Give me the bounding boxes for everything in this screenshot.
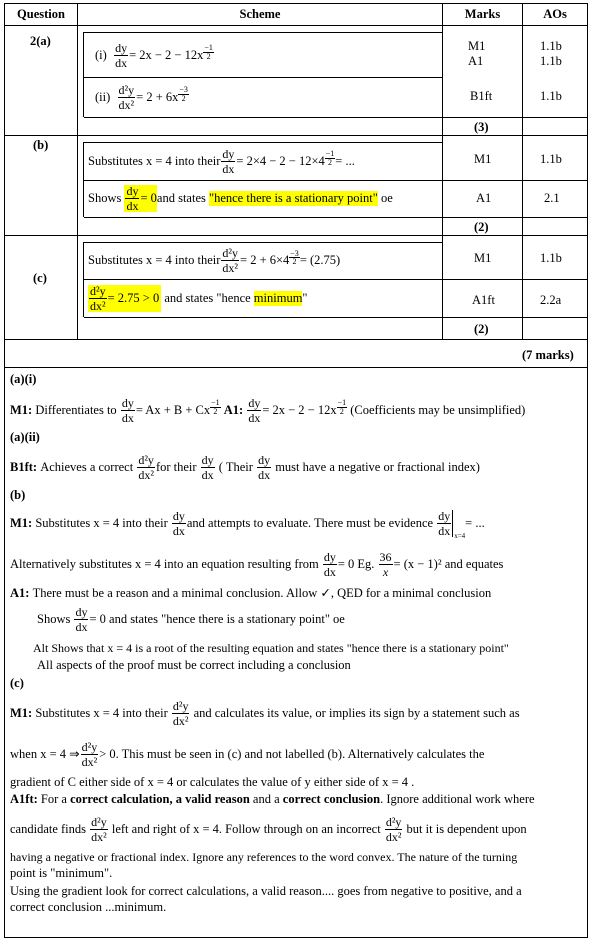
notes-m1-b: M1: Substitutes x = 4 into their $\frac{dy}{dx}$ and attempts to evaluate. There must be evidence $\frac{dy}{dx}$ x=4 = ...: [10, 508, 485, 540]
header-rule: [4, 25, 588, 26]
a-total: (3): [474, 120, 489, 134]
notes-alt-shows: Alt Shows that x = 4 is a root of the resulting equation and states "hence there is a stationary point": [33, 641, 509, 655]
c-r1-marks: M1: [474, 251, 492, 265]
part-c-label: (c): [33, 271, 47, 285]
a-ii-marks: B1ft: [470, 89, 493, 103]
notes-when: when x = 4 ⇒ $\frac{\text{d²y}}{\text{dx²}}$ > 0. This must be seen in (c) and not labelled (b). Alternatively calculates the: [10, 739, 485, 769]
part-b-label: (b): [33, 138, 49, 152]
header-question: Question: [17, 7, 65, 21]
b-total: (2): [474, 220, 489, 234]
notes-all-aspects: All aspects of the proof must be correct including a conclusion: [37, 658, 351, 672]
exp-neg-half: −1 2: [204, 43, 213, 61]
notes-a1ft: A1ft: For a correct calculation, a valid reason and a correct conclusion. Ignore additional work where: [10, 792, 535, 806]
notes-alt-b: Alternatively substitutes x = 4 into an equation resulting from $\frac{dy}{dx}$ = 0 Eg. $\frac{36}{x}$ = (x − 1)² and equates: [10, 549, 504, 579]
a-i-marks: M1 A1: [468, 39, 486, 68]
rule-total: [4, 367, 588, 368]
notes-candidate: candidate finds $\frac{\text{d²y}}{\text{dx²}}$ left and right of x = 4. Follow through on an incorrect $\frac{\text{d²y}}{\text{dx²}}$ but it is dependent upon: [10, 814, 527, 844]
col-sep-3: [522, 3, 523, 339]
notes-a1-b: A1: There must be a reason and a minimal conclusion. Allow ✓, QED for a minimal conclusion: [10, 586, 492, 600]
total-marks: (7 marks): [522, 348, 574, 362]
b-r1-marks: M1: [474, 152, 492, 166]
table-border-right: [587, 3, 588, 938]
rule-c-sub: [84, 317, 588, 318]
notes-gradient: gradient of C either side of x = 4 or calculates the value of y either side of x = 4 .: [10, 775, 415, 789]
b-r2-aos: 2.1: [544, 191, 560, 205]
a-ii-aos: 1.1b: [540, 89, 562, 103]
notes-a-i-head: (a)(i): [10, 372, 37, 386]
exp-neg-three-half: −3 2: [179, 85, 188, 103]
b-r1-scheme: Substitutes x = 4 into their $\frac{dy}{dx}$ = 2×4 − 2 − 12×4 $\frac{-1}{2}$ = ...: [88, 146, 355, 176]
rule-a-top: [84, 32, 442, 33]
notes-point: point is "minimum".: [10, 866, 113, 880]
notes-shows: Shows $\frac{dy}{dx}$ = 0 and states "hence there is a stationary point" oe: [37, 604, 345, 634]
rule-c-end: [4, 339, 588, 340]
b-r1-aos: 1.1b: [540, 152, 562, 166]
rule-b-end: [4, 235, 588, 236]
notes-correct: correct conclusion ...minimum.: [10, 900, 167, 914]
c-r2-marks: A1ft: [472, 293, 495, 307]
a-ii-rhs: = 2 + 6x: [136, 89, 179, 104]
minimum-highlight: minimum: [253, 291, 303, 305]
notes-b-head: (b): [10, 488, 26, 502]
c-r2-aos: 2.2a: [540, 293, 562, 307]
rule-c-mid: [84, 279, 588, 280]
notes-a-ii-head: (a)(ii): [10, 430, 40, 444]
rule-a-mid: [84, 77, 442, 78]
notes-b1ft: B1ft: Achieves a correct $\frac{\text{d²y}}{\text{dx²}}$ for their $\frac{dy}{dx}$ ( Their $\frac{dy}{dx}$ must have a negative or fractional index): [10, 452, 480, 482]
a-i-scheme: [95, 36, 214, 74]
header-marks: Marks: [464, 7, 501, 21]
notes-using: Using the gradient look for correct calculations, a valid reason.... goes from negative to positive, and a: [10, 884, 522, 898]
b-r2-marks: A1: [476, 191, 492, 205]
table-border-left: [4, 3, 5, 938]
c-r1-scheme: Substitutes x = 4 into their $\frac{\text{d²y}}{\text{dx²}}$ = 2 + 6×4 $\frac{-3}{2}$ = (2.75): [88, 246, 341, 275]
c-r2-scheme: $\frac{\text{d²y}}{\text{dx²}}$ = 2.75 > 0 and states "hence minimum ": [90, 284, 308, 313]
part-a-label: 2(a): [30, 34, 51, 48]
b-r2-scheme: Shows $\frac{dy}{dx}$ = 0 and states "hence there is a stationary point" oe: [88, 184, 393, 213]
c-total: (2): [474, 322, 489, 336]
header-aos: AOs: [543, 7, 567, 21]
notes-c-head: (c): [10, 676, 24, 690]
rule-a-end: [4, 135, 588, 136]
notes-m1-a: M1: Differentiates to $\frac{dy}{dx}$ = Ax + B + Cx −1 2 A1: $\frac{dy}{dx}$ = 2x − 2 − 12x −1 2 (Coefficients may be unsimplified): [10, 395, 526, 425]
d2y-dx2-frac: $\frac{\text{d²y}}{\text{dx²}}$: [118, 82, 135, 112]
rule-a-sub: [84, 117, 588, 118]
col-sep-1: [77, 3, 78, 339]
a-i-aos: 1.1b 1.1b: [540, 39, 562, 68]
inner-indent-a: [83, 32, 84, 117]
col-sep-2: [442, 3, 443, 339]
a-i-label: (i): [95, 47, 107, 62]
stationary-point-highlight: "hence there is a stationary point": [208, 191, 378, 205]
dy-dx-frac: $\frac{dy}{dx}$: [115, 40, 128, 70]
header-scheme: Scheme: [239, 7, 281, 21]
rule-b-sub: [84, 217, 588, 218]
a-ii-label: (ii): [95, 89, 111, 104]
table-border-bottom: [4, 937, 588, 938]
c-r1-aos: 1.1b: [540, 251, 562, 265]
a-i-rhs: = 2x − 2 − 12x: [129, 47, 204, 62]
notes-having: having a negative or fractional index. Ignore any references to the word convex. The nature of the turning: [10, 850, 518, 864]
a-ii-scheme: [95, 79, 189, 115]
notes-m1-c: M1: Substitutes x = 4 into their $\frac{\text{d²y}}{\text{dx²}}$ and calculates its value, or implies its sign by a statement such as: [10, 698, 520, 728]
